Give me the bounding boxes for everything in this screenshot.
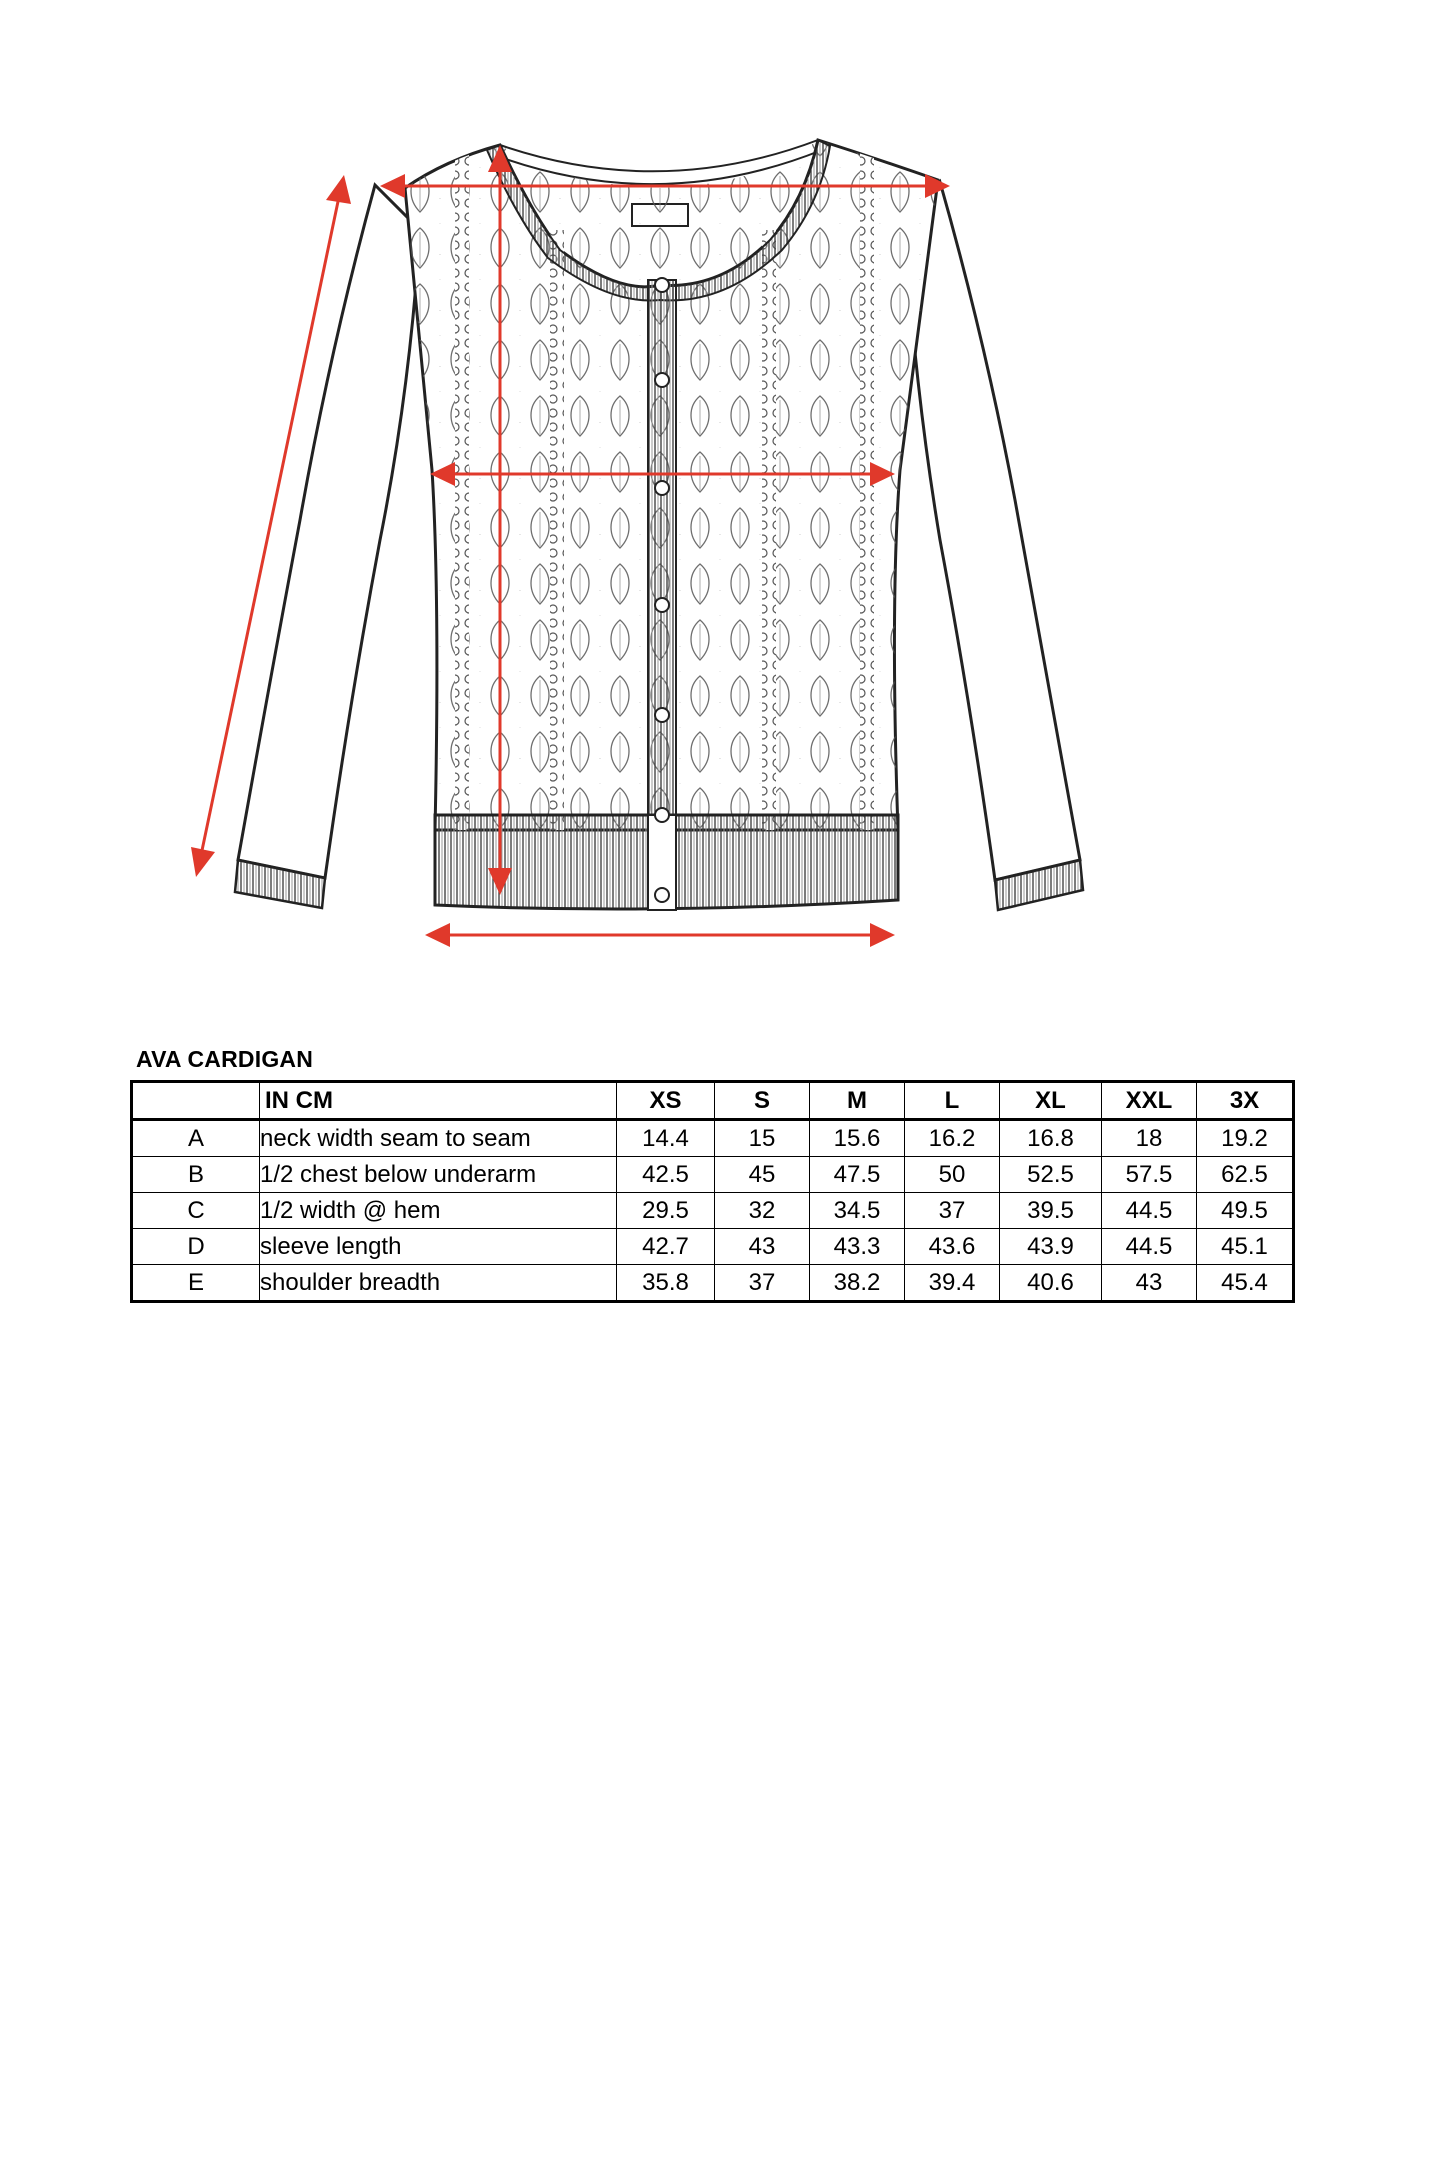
value-cell: 32 <box>715 1193 810 1229</box>
value-cell: 29.5 <box>617 1193 715 1229</box>
table-row <box>132 1265 1294 1302</box>
value-cell: 43.9 <box>1000 1229 1102 1265</box>
value-cell: 49.5 <box>1197 1193 1294 1229</box>
cardigan-flat-sketch <box>0 0 1445 960</box>
row-label: sleeve length <box>260 1229 617 1265</box>
header-size-xs: XS <box>617 1082 715 1120</box>
left-sleeve <box>235 185 420 908</box>
value-cell: 40.6 <box>1000 1265 1102 1302</box>
value-cell: 47.5 <box>810 1157 905 1193</box>
row-code: C <box>132 1193 260 1229</box>
value-cell: 52.5 <box>1000 1157 1102 1193</box>
row-code: E <box>132 1265 260 1302</box>
value-cell: 43 <box>1102 1265 1197 1302</box>
value-cell: 57.5 <box>1102 1157 1197 1193</box>
value-cell: 14.4 <box>617 1120 715 1157</box>
right-sleeve <box>905 182 1083 910</box>
header-size-3x: 3X <box>1197 1082 1294 1120</box>
header-size-s: S <box>715 1082 810 1120</box>
value-cell: 42.5 <box>617 1157 715 1193</box>
value-cell: 43.6 <box>905 1229 1000 1265</box>
value-cell: 18 <box>1102 1120 1197 1157</box>
table-row <box>132 1120 1294 1157</box>
row-label: 1/2 chest below underarm <box>260 1157 617 1193</box>
value-cell: 42.7 <box>617 1229 715 1265</box>
header-code-cell <box>132 1082 260 1120</box>
table-row <box>132 1229 1294 1265</box>
value-cell: 45 <box>715 1157 810 1193</box>
value-cell: 15 <box>715 1120 810 1157</box>
row-code: D <box>132 1229 260 1265</box>
value-cell: 34.5 <box>810 1193 905 1229</box>
table-row <box>132 1193 1294 1229</box>
value-cell: 19.2 <box>1197 1120 1294 1157</box>
value-cell: 44.5 <box>1102 1229 1197 1265</box>
table-row <box>132 1157 1294 1193</box>
table-header-row <box>132 1082 1294 1120</box>
row-label: shoulder breadth <box>260 1265 617 1302</box>
value-cell: 16.8 <box>1000 1120 1102 1157</box>
arrow-hem <box>425 923 895 947</box>
value-cell: 44.5 <box>1102 1193 1197 1229</box>
header-size-l: L <box>905 1082 1000 1120</box>
product-title: AVA CARDIGAN <box>136 1046 314 1072</box>
value-cell: 43 <box>715 1229 810 1265</box>
value-cell: 37 <box>905 1193 1000 1229</box>
value-cell: 37 <box>715 1265 810 1302</box>
row-label: neck width seam to seam <box>260 1120 617 1157</box>
value-cell: 15.6 <box>810 1120 905 1157</box>
header-size-xxl: XXL <box>1102 1082 1197 1120</box>
value-cell: 62.5 <box>1197 1157 1294 1193</box>
value-cell: 35.8 <box>617 1265 715 1302</box>
row-code: B <box>132 1157 260 1193</box>
header-size-m: M <box>810 1082 905 1120</box>
cardigan-body <box>405 140 945 910</box>
row-code: A <box>132 1120 260 1157</box>
size-chart-table <box>130 1080 1295 1303</box>
row-label: 1/2 width @ hem <box>260 1193 617 1229</box>
value-cell: 39.4 <box>905 1265 1000 1302</box>
value-cell: 50 <box>905 1157 1000 1193</box>
header-unit: IN CM <box>260 1082 617 1120</box>
value-cell: 45.4 <box>1197 1265 1294 1302</box>
header-size-xl: XL <box>1000 1082 1102 1120</box>
value-cell: 16.2 <box>905 1120 1000 1157</box>
value-cell: 43.3 <box>810 1229 905 1265</box>
value-cell: 38.2 <box>810 1265 905 1302</box>
value-cell: 39.5 <box>1000 1193 1102 1229</box>
value-cell: 45.1 <box>1197 1229 1294 1265</box>
